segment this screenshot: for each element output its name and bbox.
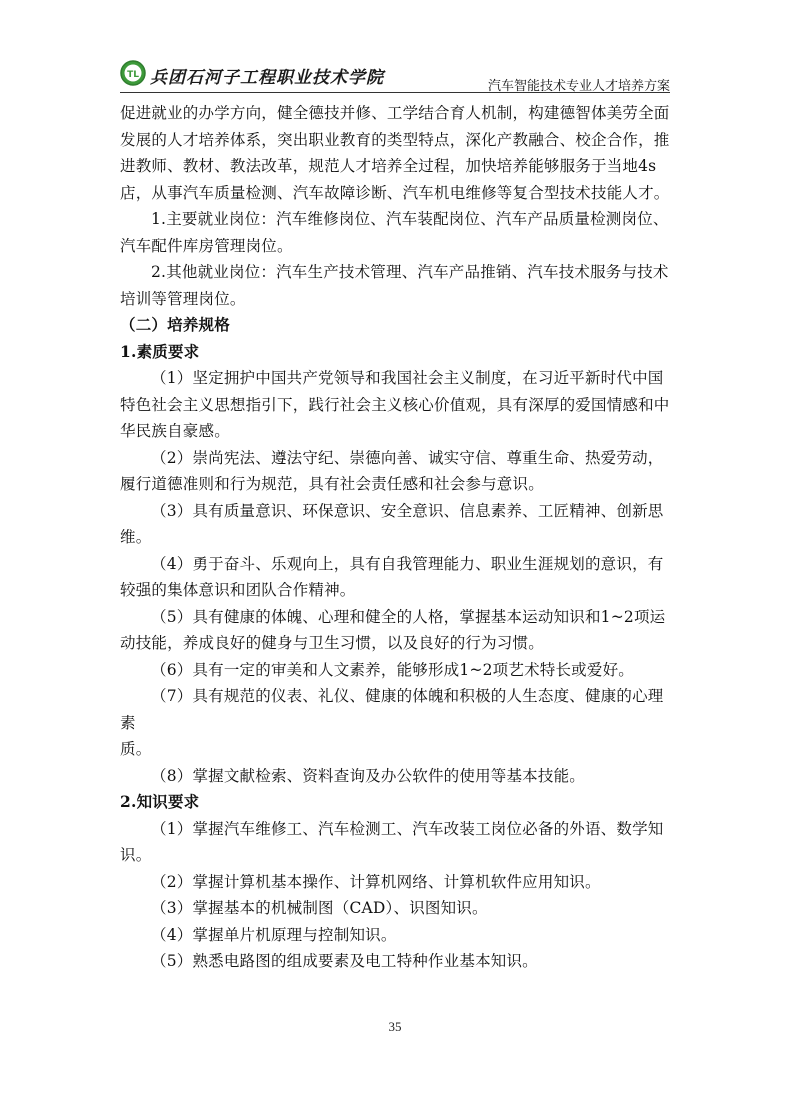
knowledge-item-3: （3）掌握基本的机械制图（CAD）、识图知识。 [151, 899, 488, 917]
quality-item-4: （4）勇于奋斗、乐观向上，具有自我管理能力、职业生涯规划的意识，有较强的集体意识和团队合作精神。 [120, 554, 664, 599]
main-employment-posts: 1.主要就业岗位：汽车维修岗位、汽车装配岗位、汽车产品质量检测岗位、汽车配件库房管理岗位。 [120, 210, 669, 255]
quality-item-6: （6）具有一定的审美和人文素养，能够形成1~2项艺术特长或爱好。 [151, 660, 634, 679]
header-divider [120, 92, 670, 93]
knowledge-item-1: （1）掌握汽车维修工、汽车检测工、汽车改装工岗位必备的外语、数学知识。 [120, 819, 664, 864]
quality-item-7-continued: 质。 [120, 740, 152, 758]
quality-item-8: （8）掌握文献检索、资料查询及办公软件的使用等基本技能。 [151, 766, 585, 785]
quality-item-3: （3）具有质量意识、环保意识、安全意识、信息素养、工匠精神、创新思维。 [120, 501, 664, 546]
logo-letters: TL [127, 70, 139, 80]
quality-item-1: （1）坚定拥护中国共产党领导和我国社会主义制度，在习近平新时代中国特色社会主义思想指引下，践行社会主义核心价值观，具有深厚的爱国情感和中华民族自豪感。 [120, 369, 670, 440]
knowledge-item-2: （2）掌握计算机基本操作、计算机网络、计算机软件应用知识。 [151, 872, 601, 891]
quality-item-2: （2）崇尚宪法、遵法守纪、崇德向善、诚实守信、尊重生命、热爱劳动，履行道德准则和行为规范，具有社会责任感和社会参与意识。 [120, 448, 664, 493]
section-heading: （二）培养规格 [120, 315, 230, 334]
quality-heading: 1.素质要求 [120, 341, 200, 361]
intro-paragraph: 促进就业的办学方向，健全德技并修、工学结合育人机制，构建德智体美劳全面发展的人才培养体系，突出职业教育的类型特点，深化产教融合、校企合作，推进教师、教材、教法改革，规范人才培养全过程，加快培养能够服务于当地4s店，从事汽车质量检测、汽车故障诊断、汽车机电维修等复合型技术技能人才。 [120, 104, 670, 202]
document-body [120, 100, 675, 975]
page-number: 35 [388, 1019, 402, 1034]
quality-item-5: （5）具有健康的体魄、心理和健全的人格，掌握基本运动知识和1~2项运动技能，养成良好的健身与卫生习惯，以及良好的行为习惯。 [120, 607, 666, 652]
school-logo-icon [120, 60, 146, 86]
knowledge-item-4: （4）掌握单片机原理与控制知识。 [151, 925, 397, 944]
school-name: 兵团石河子工程职业技术学院 [150, 68, 384, 88]
other-employment-posts: 2.其他就业岗位：汽车生产技术管理、汽车产品推销、汽车技术服务与技术培训等管理岗位。 [120, 263, 669, 308]
page-header [120, 56, 670, 96]
knowledge-item-5: （5）熟悉电路图的组成要素及电工特种作业基本知识。 [151, 952, 538, 970]
document-title: 汽车智能技术专业人才培养方案 [487, 79, 670, 94]
knowledge-heading: 2.知识要求 [120, 792, 200, 811]
quality-item-7: （7）具有规范的仪表、礼仪、健康的体魄和积极的人生态度、健康的心理素 [120, 687, 664, 732]
